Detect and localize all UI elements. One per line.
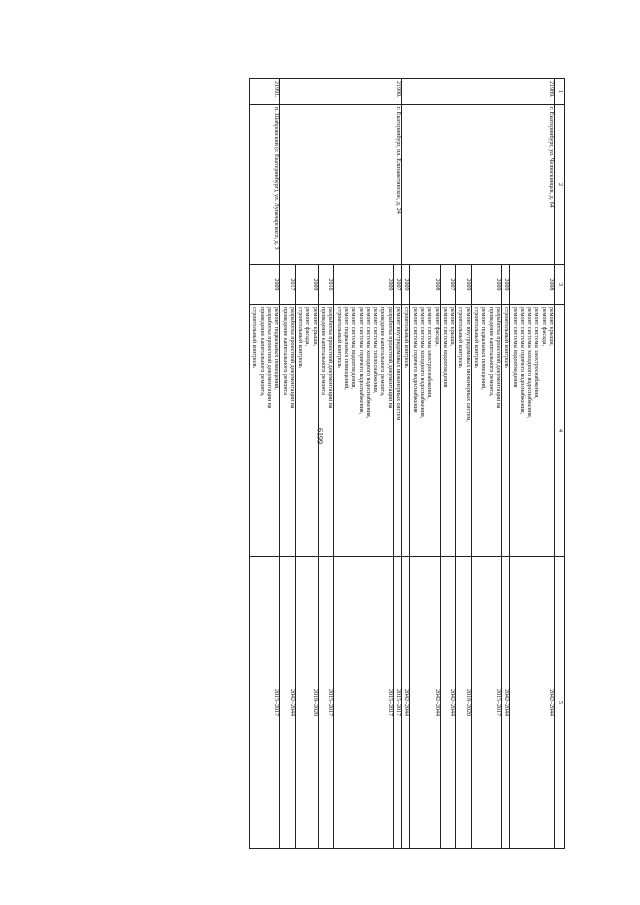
planned-period: 2015–2017 bbox=[393, 557, 401, 849]
record-number: 21991. bbox=[250, 79, 280, 105]
work-types: разработка проектной документации на проведение капитального ремонта bbox=[318, 305, 334, 557]
planned-period: 2042–2044 bbox=[501, 557, 509, 849]
record-address: г. Екатеринбург, пл. Елизаветинское, д. 24 bbox=[280, 105, 402, 265]
record-address: п. Шабровский (г. Екатеринбург), ул. Луначарского, д. 3 bbox=[250, 105, 280, 265]
record-number: 21989. bbox=[402, 79, 555, 105]
planned-period: 2042–2044 bbox=[402, 557, 410, 849]
construction-year: 2016 bbox=[318, 265, 334, 305]
work-types: разработка проектной документации на проведение капитального ремонта, ремонт подвальных помещений, строительный контроль bbox=[471, 305, 501, 557]
repair-schedule-table bbox=[249, 78, 565, 849]
record-address: г. Екатеринбург, ул. Челюскинцев, д. 64 bbox=[402, 105, 555, 265]
work-types: ремонт внутридомовых инженерных систем, строительный контроль bbox=[456, 305, 472, 557]
planned-period: 2015–2017 bbox=[318, 557, 334, 849]
planned-period: 2015–2017 bbox=[471, 557, 501, 849]
table-body bbox=[250, 79, 555, 849]
work-types: ремонт крыши, ремонт системы водоотведения bbox=[440, 305, 456, 557]
work-types: ремонт крыши, ремонт фасада, ремонт системы электроснабжения, ремонт системы холодного водоснабжения, ремонт системы горячего водоснабжения, ремонт системы водоотведения bbox=[510, 305, 555, 557]
header-col-2: 2 bbox=[555, 105, 565, 265]
work-types: ремонт подвальных помещений, разработка проектной документации на проведение капитального ремонта, строительный контроль bbox=[250, 305, 280, 557]
work-types: разработка проектной документации на проведение капитального ремонта, ремонт системы теплоснабжения, ремонт системы холодного водоснабжения, ремонт системы горячего водоснабжения, ремонт системы водоотведения, ремонт подвальных помещений, строительный контроль bbox=[334, 305, 393, 557]
header-col-4: 4 bbox=[555, 305, 565, 557]
page-number: 6199 bbox=[315, 428, 325, 444]
construction-year: 2008 bbox=[410, 265, 440, 305]
planned-period: 2018–2020 bbox=[295, 557, 318, 849]
work-types: ремонт внутридомовых инженерных систем bbox=[393, 305, 401, 557]
header-col-3: 3 bbox=[555, 265, 565, 305]
table-row bbox=[510, 79, 555, 849]
construction-year: 2009 bbox=[402, 265, 410, 305]
work-types: ремонт фасада, ремонт системы электроснабжения, ремонт системы холодного водоснабжения, ремонт системы горячего водоснабжения bbox=[410, 305, 440, 557]
work-types: строительный контроль bbox=[402, 305, 410, 557]
work-types: разработка проектной документации на проведение капитального ремонта bbox=[280, 305, 296, 557]
planned-period: 2015–2017 bbox=[334, 557, 393, 849]
construction-year: 2009 bbox=[295, 265, 318, 305]
header-col-5: 5 bbox=[555, 557, 565, 849]
table-header-row bbox=[555, 79, 565, 849]
construction-year: 2007 bbox=[393, 265, 401, 305]
construction-year: 2007 bbox=[440, 265, 456, 305]
construction-year: 2009 bbox=[501, 265, 509, 305]
planned-period: 2018–2020 bbox=[456, 557, 472, 849]
table-row bbox=[393, 79, 401, 849]
work-types: строительный контроль bbox=[501, 305, 509, 557]
rotated-table-container bbox=[87, 78, 565, 848]
planned-period: 2042–2044 bbox=[510, 557, 555, 849]
construction-year: 2017 bbox=[280, 265, 296, 305]
work-types: ремонт крыши, ремонт фасада, строительный контроль bbox=[295, 305, 318, 557]
construction-year: 2009 bbox=[456, 265, 472, 305]
planned-period: 2015–2017 bbox=[250, 557, 280, 849]
planned-period: 2042–2044 bbox=[440, 557, 456, 849]
construction-year: 2009 bbox=[471, 265, 501, 305]
construction-year: 2009 bbox=[334, 265, 393, 305]
construction-year: 2008 bbox=[510, 265, 555, 305]
planned-period: 2042–2044 bbox=[280, 557, 296, 849]
record-number: 21990. bbox=[280, 79, 402, 105]
header-col-1: 1 bbox=[555, 79, 565, 105]
planned-period: 2042–2044 bbox=[410, 557, 440, 849]
construction-year: 2009 bbox=[250, 265, 280, 305]
table-row bbox=[250, 79, 280, 849]
